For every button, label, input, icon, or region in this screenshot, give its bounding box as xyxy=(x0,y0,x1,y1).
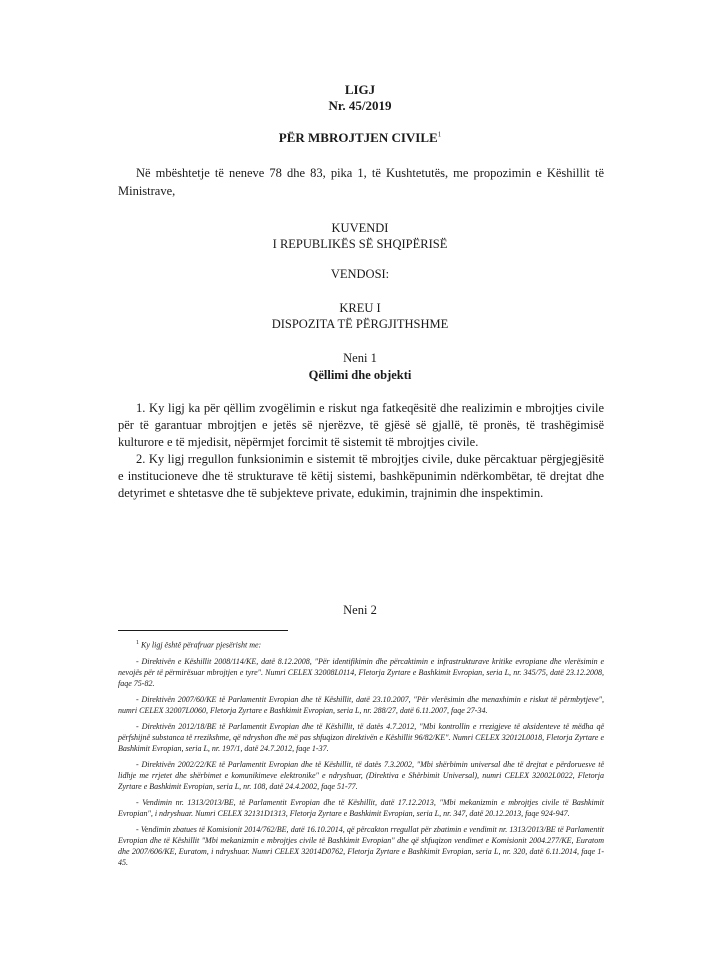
article-1-title: Qëllimi dhe objekti xyxy=(308,368,412,382)
article-1-label: Neni 1 xyxy=(343,351,377,365)
footnote-mark: 1 xyxy=(136,640,139,646)
decision-heading: VENDOSI: xyxy=(330,267,390,281)
article-1-paragraph-1: 1. Ky ligj ka për qëllim zvogëlimin e riskut nga fatkeqësitë dhe realizimin e mbrojtjes civile për të garantuar mbrojtjen e jetës së njerëzve, të gjësë së gjallë, të pronës, të trashëgimisë kulturore e të mjedisit, nëpërmjet forcimit të sistemit të mbrojtjes civile. xyxy=(118,401,604,449)
chapter-title: DISPOZITA TË PËRGJITHSHME xyxy=(271,317,449,331)
footnote-intro xyxy=(118,638,604,651)
preamble: Në mbështetje të neneve 78 dhe 83, pika 1, të Kushtetutës, me propozimin e Këshillit të Ministrave, xyxy=(118,166,604,198)
chapter-heading xyxy=(0,300,720,332)
footnote-intro-text: Ky ligj është përafruar pjesërisht me: xyxy=(141,640,262,650)
law-number: Nr. 45/2019 xyxy=(328,98,392,113)
assembly-line-1: KUVENDI xyxy=(331,221,389,235)
article-1-paragraph-2: 2. Ky ligj rregullon funksionimin e sistemit të mbrojtjes civile, duke përcaktuar përgjegjësitë e institucioneve dhe të strukturave të këtij sistemi, bashkëpunimin ndërkombëtar, të drejtat dhe detyrimet e shtetasve dhe të subjekteve private, edukimin, trajnimin dhe inspektimin. xyxy=(118,452,604,500)
law-title-text: PËR MBROJTJEN CIVILE xyxy=(278,130,438,145)
footnote-item: - Direktivën 2012/18/BE të Parlamentit Evropian dhe të Këshillit, të datës 4.7.2012, "Mbi kontrollin e rrezigjeve të aksidenteve të mëdha që përfshijnë substanca të rrezikshme, që ndryshon dhe më pas shfuqizon direktivën e Këshillit 96/82/KE". Numri CELEX 32012L0018, Fletorja Zyrtare e Bashkimit Evropian, seria L, nr. 197/1, datë 24.7.2012, faqe 1-37. xyxy=(118,721,604,753)
chapter-label: KREU I xyxy=(339,301,381,315)
assembly-heading xyxy=(0,220,720,252)
law-title xyxy=(0,130,720,146)
article-2-label: Neni 2 xyxy=(343,603,377,617)
footnote-item: - Direktivën e Këshillit 2008/114/KE, datë 8.12.2008, "Për identifikimin dhe përcaktimin e infrastrukturave kritike evropiane dhe vlerësimin e nevojës për të përmirësuar mbrojtjen e tyre". Numri CELEX 32008L0114, Fletorja Zyrtare e Bashkimit Evropian, seria L, nr. 345/75, datë 23.12.2008, faqe 75-82. xyxy=(118,656,604,688)
footnote-item: - Direktivën 2007/60/KE të Parlamentit Evropian dhe të Këshillit, datë 23.10.2007, "Për vlerësimin dhe menaxhimin e riskut të përmbytjeve", numri CELEX 32007L0060, Fletorja Zyrtare e Bashkimit Evropian, seria L, nr. 288/27, datë 6.11.2007, faqe 27-34. xyxy=(118,694,604,715)
assembly-line-2: I REPUBLIKËS SË SHQIPËRISË xyxy=(272,237,448,251)
footnote-item: - Vendimin zbatues të Komisionit 2014/762/BE, datë 16.10.2014, që përcakton rregullat për zbatimin e vendimit nr. 1313/2013/BE të Parlamentit Evropian dhe të Këshillit "Mbi mekanizmin e mbrojtjes civile të Bashkimit Evropian" dhe që shfuqizon vendimet e Komisionit 2004.277/KE, Euratom dhe 2007/606/KE, Euratom, i ndryshuar. Numri CELEX 32014D0762, Fletorja Zyrtare e Bashkimit Evropian, seria L, nr. 320, datë 6.11.2014, faqe 1-45. xyxy=(118,824,604,867)
footnote-separator xyxy=(118,630,288,631)
footnotes xyxy=(118,638,604,873)
footnote-reference[interactable]: 1 xyxy=(437,130,442,139)
law-label: LIGJ xyxy=(344,82,376,97)
footnote-item: - Vendimin nr. 1313/2013/BE, të Parlamentit Evropian dhe të Këshillit, datë 17.12.2013, "Mbi mekanizmin e mbrojtjes civile të Bashkimit Evropian", i ndryshuar. Numri CELEX 32131D1313, Fletorja Zyrtare e Bashkimit Evropian, seria L, nr. 347, datë 20.12.2013, faqe 924-947. xyxy=(118,797,604,818)
footnote-item: - Direktivën 2002/22/KE të Parlamentit Evropian dhe të Këshillit, të datës 7.3.2002, "Mbi shërbimin universal dhe të drejtat e përdoruesve të lidhje me rrjetet dhe shërbimet e komunikimeve elektronike" e ndryshuar, (Direktiva e Shërbimit Universal), numri CELEX 32002L0022, Fletorja Zyrtare e Bashkimit Evropian, seria L, nr. 108, datë 24.4.2002, faqe 51-77. xyxy=(118,759,604,791)
